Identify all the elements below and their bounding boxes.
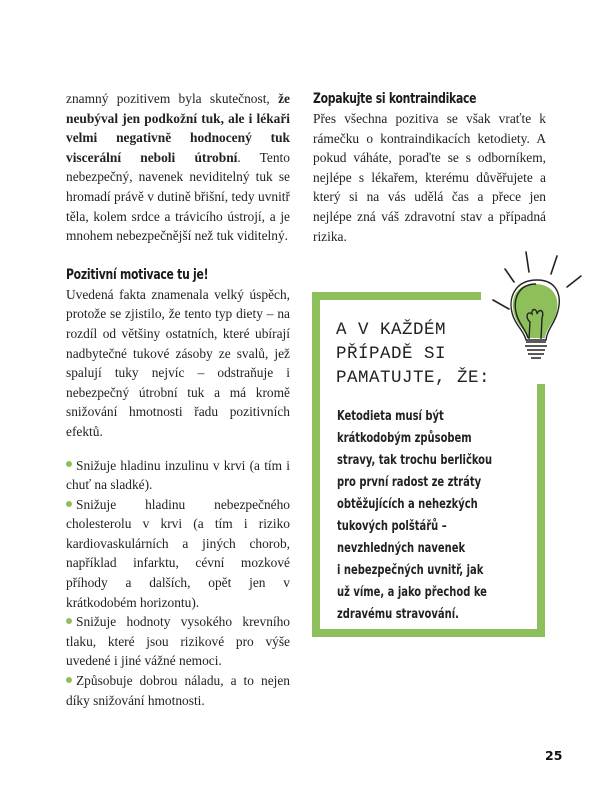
list-item-text: Snižuje hladinu inzulinu v krvi (a tím i chuť na sladké).	[66, 457, 290, 493]
page-number: 25	[545, 748, 563, 763]
callout-line: už víme, a jako přechod ke	[337, 584, 487, 600]
callout-title-line: A V KAŽDÉM	[336, 320, 447, 340]
contraindications-paragraph: Přes všechna pozitiva se však vraťte k rámečku o kontraindikacích ketodiety. A pokud váháte, poraďte se s odborníkem, nejlépe s lékařem, kterému důvěřujete a který si na vás udělá čas a přece jen nejlépe zná váš zdravotní stav a případná rizika.	[313, 111, 546, 244]
list-item-text: Snižuje hodnoty vysokého krevního tlaku, které jsou rizikové pro výše uvedené i jiné vážné nemoci.	[66, 614, 290, 669]
frame-border-left	[312, 292, 320, 637]
list-item-text: Snižuje hladinu nebezpečného cholesterolu v krvi (a tím i riziko kardiovaskulárních a jiných chorob, například infarktu, cévní mozkové příhody a dalších, opět jen v krátkodobém horizontu).	[66, 496, 290, 610]
frame-border-bottom	[312, 629, 545, 637]
bullet-icon	[66, 461, 72, 467]
bullet-icon	[66, 501, 72, 507]
contraindications-heading: Zopakujte si kontraindikace	[313, 91, 477, 107]
intro-bold-text: že neubýval jen podkožní tuk, ale i lékaři velmi negativně hodnocený tuk viscerální neboli útrobní	[66, 91, 290, 165]
callout-title-line: PŘÍPADĚ SI	[336, 344, 447, 364]
callout-title-line: PAMATUJTE, ŽE:	[336, 368, 491, 388]
callout-line: tukových polštářů –	[337, 518, 447, 534]
callout-body	[337, 405, 542, 625]
right-column	[313, 89, 546, 246]
bullet-icon	[66, 677, 72, 683]
list-item-text: Způsobuje dobrou náladu, a to nejen díky snižování hmotnosti.	[66, 673, 290, 708]
callout-line: zdravému stravování.	[337, 606, 459, 622]
callout-line: krátkodobým způsobem	[337, 430, 472, 446]
intro-paragraph	[66, 89, 290, 246]
frame-border-top	[312, 292, 481, 300]
callout-line: stravy, tak trochu berličkou	[337, 452, 493, 468]
callout-line: nevzhledných navenek	[337, 540, 466, 556]
benefits-list	[66, 456, 290, 711]
lightbulb-icon	[485, 242, 585, 370]
section-paragraph: Uvedená fakta znamenala velký úspěch, protože se zjistilo, že tento typ diety – na rozdíl od většiny ostatních, které ubírají nadbytečné tukové zásoby ze svalů, jež spalují tuky nejvíc – odstraňuje i nebezpečný útrobní tuk a má kromě snižování hmotnosti řadu pozitivních efektů.	[66, 286, 290, 439]
bullet-icon	[66, 618, 72, 624]
list-item	[66, 456, 290, 495]
list-item	[66, 495, 290, 613]
callout-line: pro první radost ze ztráty	[337, 474, 482, 490]
callout-line: Ketodieta musí být	[337, 408, 444, 424]
intro-text-end: . Tento nebezpečný, navenek neviditelný tuk se hromadí právě v dutině břišní, tedy uvnitř těla, kolem srdce a trávicího ústrojí, a je mnohem nebezpečnější než tuk viditelný.	[66, 149, 290, 244]
callout-line: i nebezpečných uvnitř, jak	[337, 562, 484, 578]
left-column	[66, 89, 290, 710]
list-item	[66, 612, 290, 671]
callout-line: obtěžujících a nehezkých	[337, 496, 478, 512]
section-heading: Pozitivní motivace tu je!	[66, 266, 209, 283]
list-item	[66, 671, 290, 710]
intro-text: znamný pozitivem byla skutečnost,	[66, 91, 270, 106]
